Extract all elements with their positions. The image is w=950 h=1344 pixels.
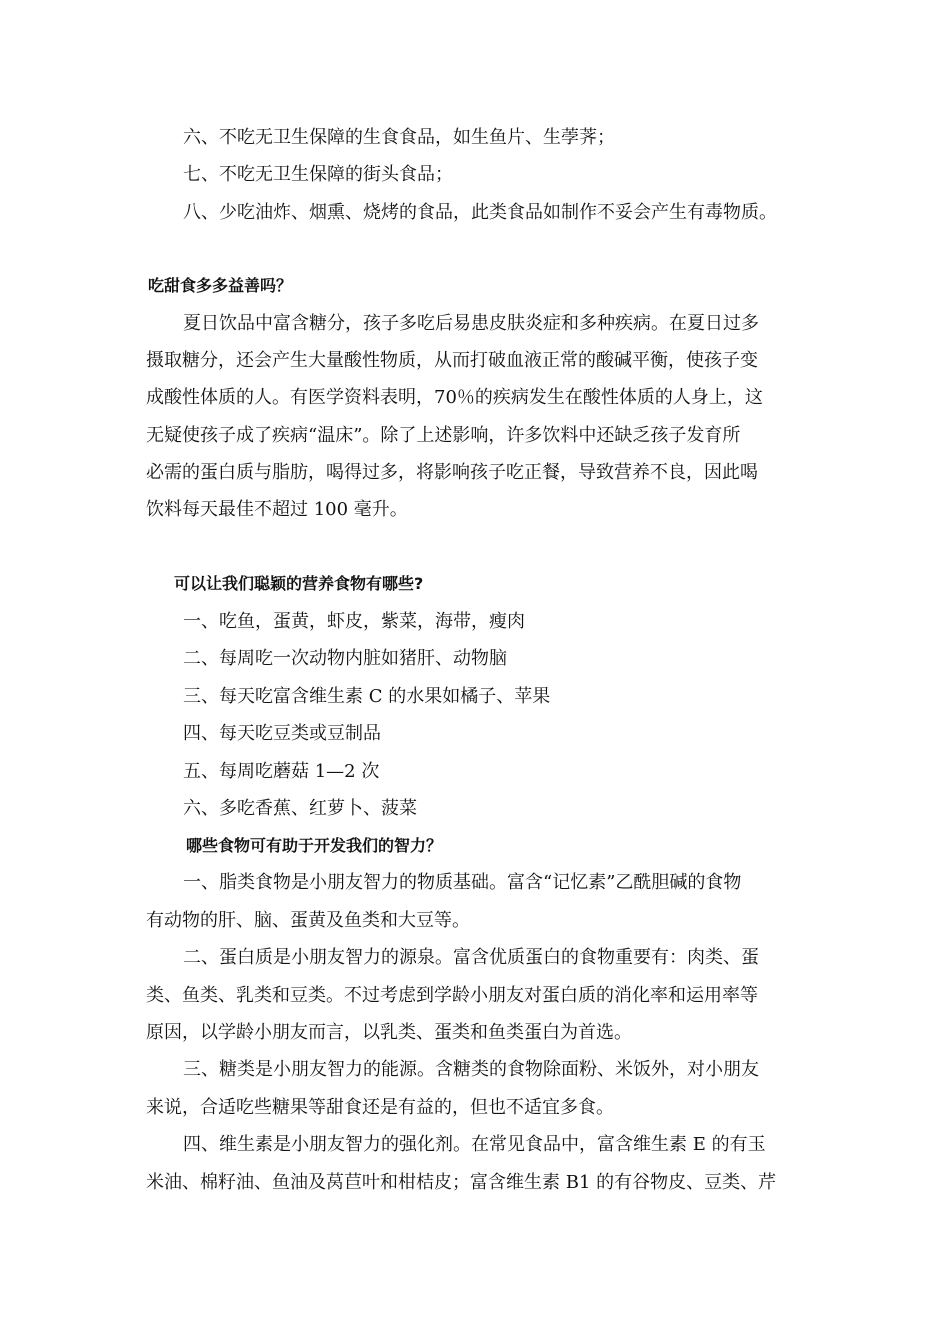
paragraph-line: 原因，以学龄小朋友而言，以乳类、蛋类和鱼类蛋白为首选。: [146, 1022, 632, 1043]
list-item: 七、不吃无卫生保障的街头食品；: [183, 164, 453, 185]
list-item: 一、吃鱼，蛋黄，虾皮，紫菜，海带，瘦肉: [183, 611, 525, 632]
section-heading-smart-food: 可以让我们聪颖的营养食物有哪些?: [174, 574, 424, 593]
paragraph-line: 来说，合适吃些糖果等甜食还是有益的，但也不适宜多食。: [146, 1097, 614, 1118]
paragraph-line: 类、鱼类、乳类和豆类。不过考虑到学龄小朋友对蛋白质的消化率和运用率等: [146, 985, 758, 1006]
paragraph-line: 三、糖类是小朋友智力的能源。含糖类的食物除面粉、米饭外，对小朋友: [183, 1059, 759, 1080]
paragraph-line: 必需的蛋白质与脂肪，喝得过多，将影响孩子吃正餐，导致营养不良，因此喝: [146, 462, 758, 483]
paragraph-line: 四、维生素是小朋友智力的强化剂。在常见食品中，富含维生素 E 的有玉: [183, 1134, 766, 1155]
paragraph-line: 一、脂类食物是小朋友智力的物质基础。富含“记忆素”乙酰胆碱的食物: [183, 872, 742, 893]
list-item: 三、每天吃富含维生素 C 的水果如橘子、苹果: [183, 686, 551, 707]
list-item: 八、少吃油炸、烟熏、烧烤的食品，此类食品如制作不妥会产生有毒物质。: [183, 202, 777, 223]
paragraph-line: 无疑使孩子成了疾病“温床”。除了上述影响，许多饮料中还缺乏孩子发育所: [146, 425, 741, 446]
section-heading-sweets: 吃甜食多多益善吗？: [148, 276, 293, 295]
paragraph-line: 摄取糖分，还会产生大量酸性物质，从而打破血液正常的酸碱平衡，使孩子变: [146, 350, 758, 371]
paragraph-line: 有动物的肝、脑、蛋黄及鱼类和大豆等。: [146, 910, 470, 931]
paragraph-line: 米油、棉籽油、鱼油及莴苣叶和柑桔皮；富含维生素 B1 的有谷物皮、豆类、芹: [146, 1172, 777, 1193]
list-item: 二、每周吃一次动物内脏如猪肝、动物脑: [183, 648, 507, 669]
section-heading-intelligence: 哪些食物可有助于开发我们的智力？: [186, 836, 443, 855]
list-item: 五、每周吃蘑菇 1—2 次: [183, 761, 380, 782]
list-item: 六、多吃香蕉、红萝卜、菠菜: [183, 798, 417, 819]
paragraph-line: 饮料每天最佳不超过 100 毫升。: [146, 499, 408, 520]
list-item: 六、不吃无卫生保障的生食食品，如生鱼片、生荸荠；: [183, 127, 615, 148]
paragraph-line: 二、蛋白质是小朋友智力的源泉。富含优质蛋白的食物重要有：肉类、蛋: [183, 947, 759, 968]
paragraph-line: 成酸性体质的人。有医学资料表明，70％的疾病发生在酸性体质的人身上，这: [146, 387, 763, 408]
paragraph-line: 夏日饮品中富含糖分，孩子多吃后易患皮肤炎症和多种疾病。在夏日过多: [183, 313, 759, 334]
list-item: 四、每天吃豆类或豆制品: [183, 723, 381, 744]
